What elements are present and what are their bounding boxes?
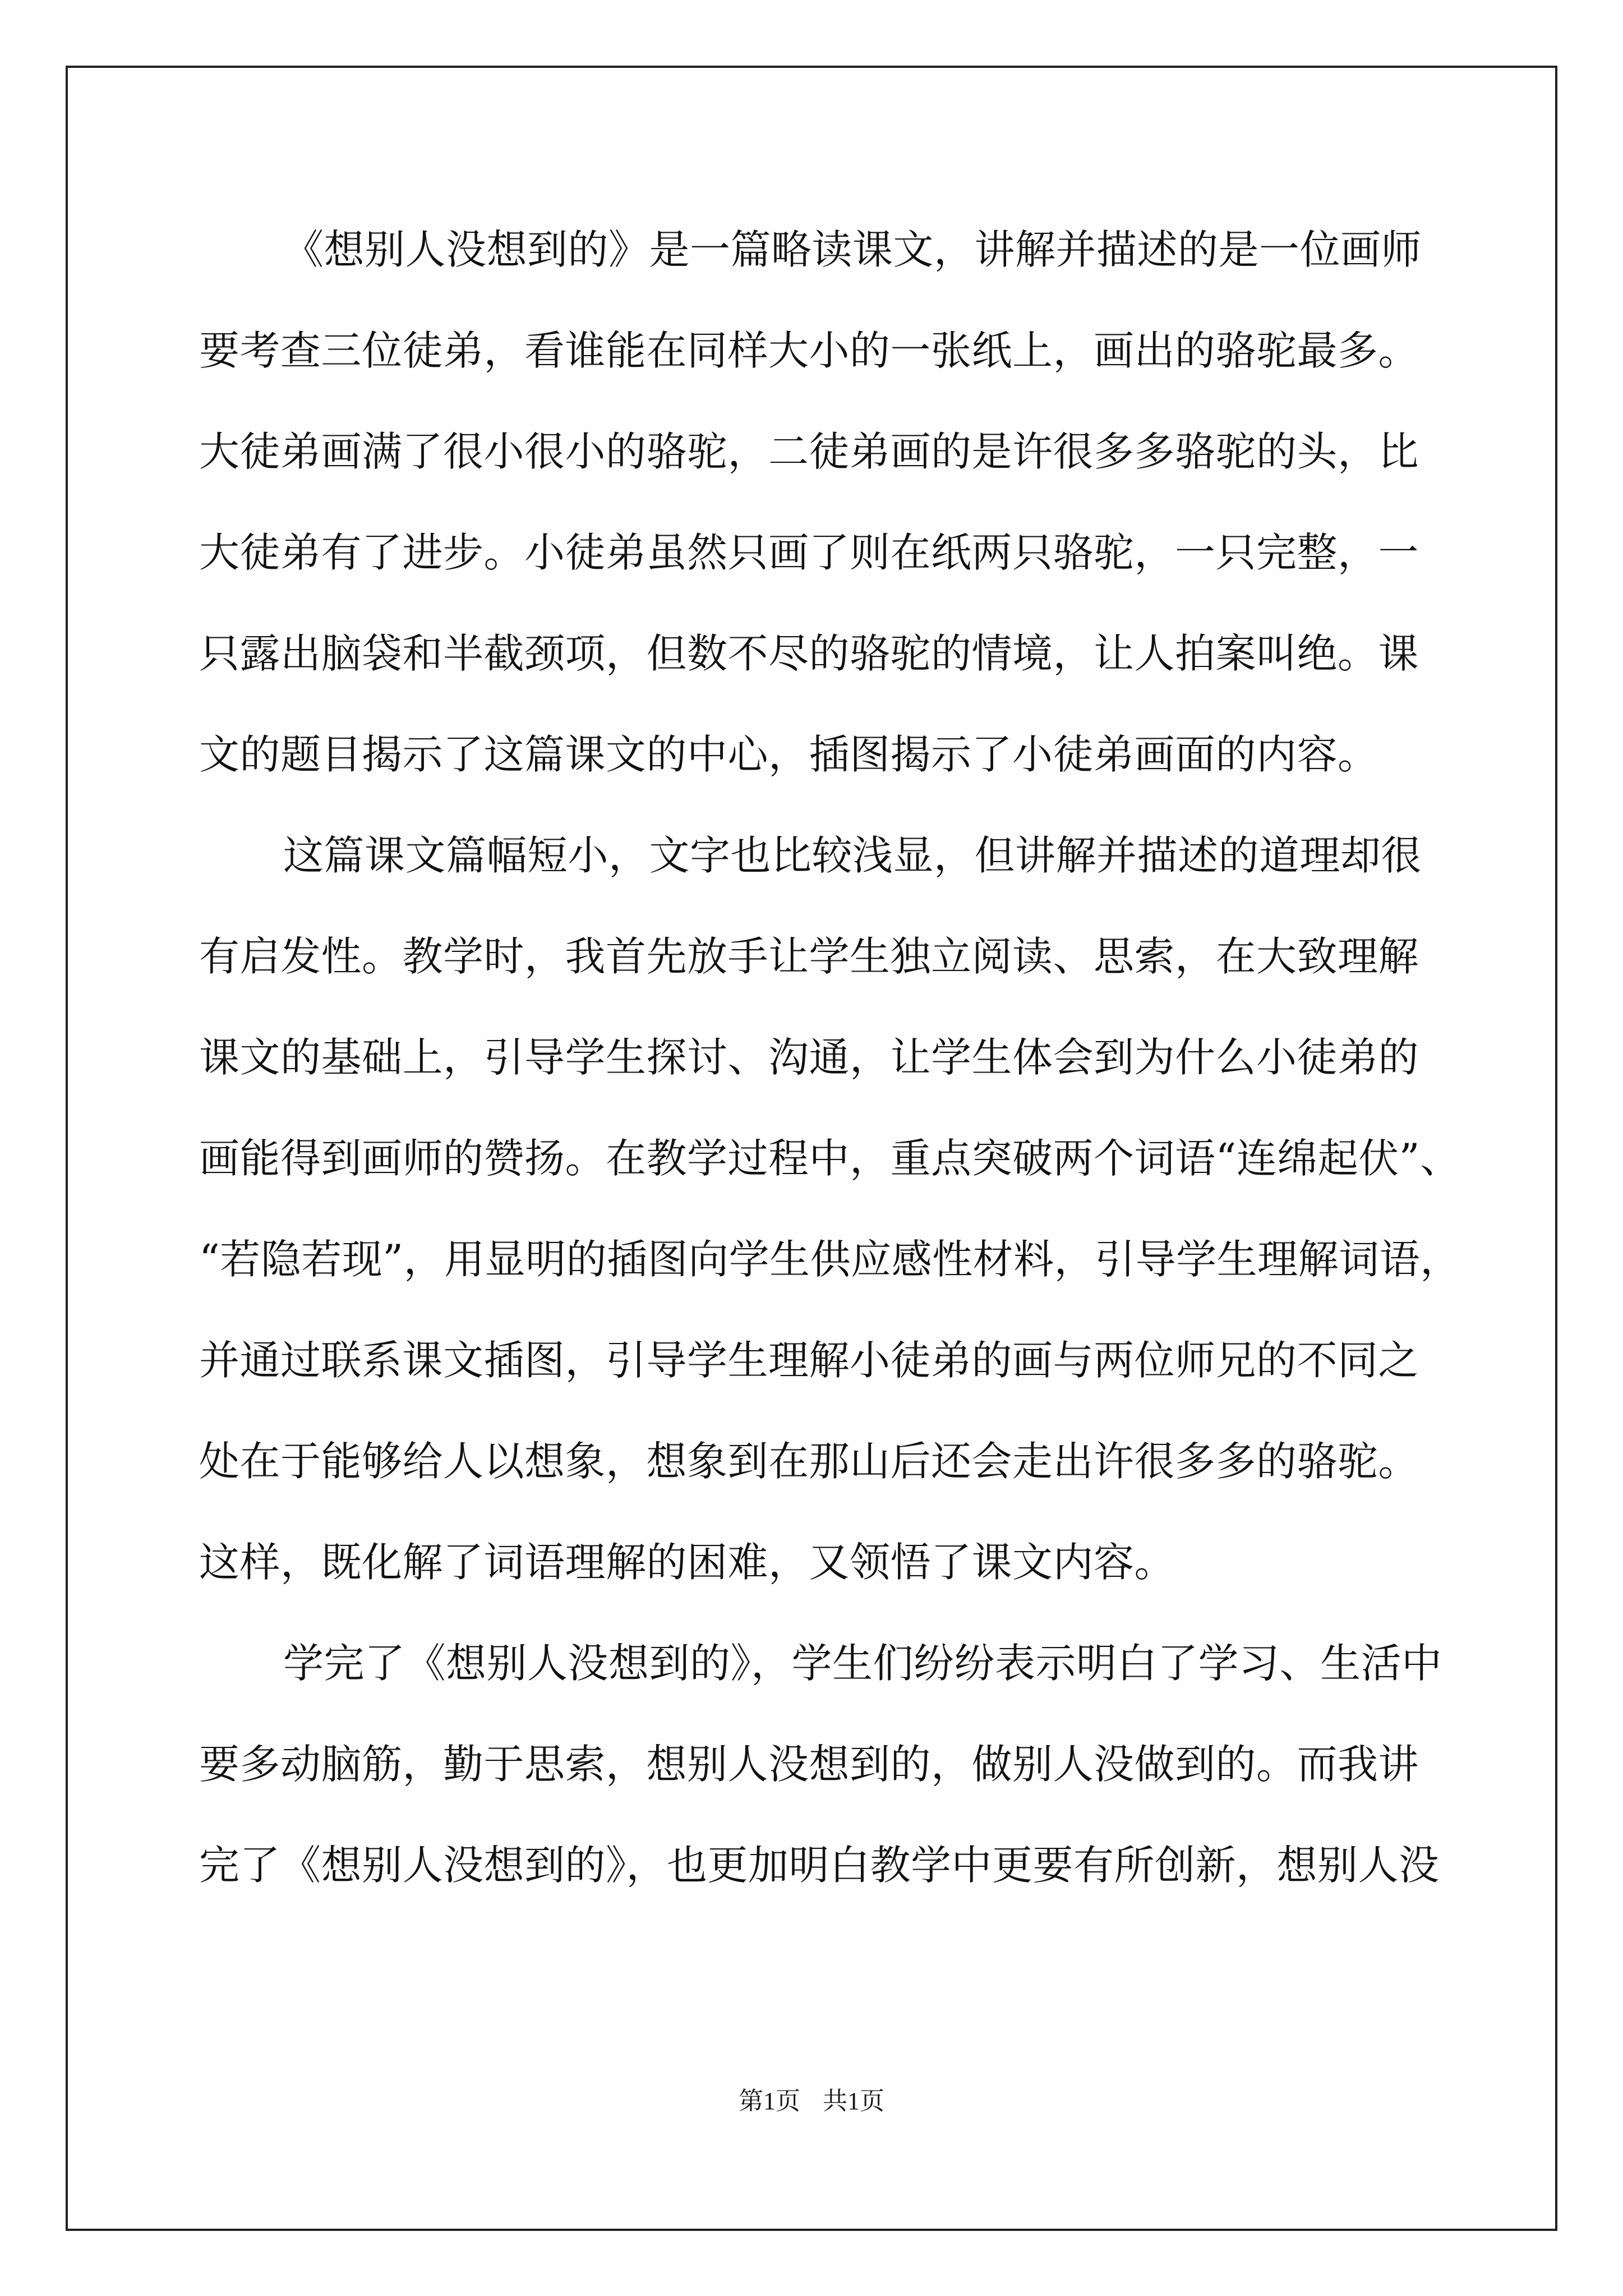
page-total: 共1页 bbox=[823, 2087, 884, 2115]
text-line: 《想别人没想到的》是一篇略读课文，讲解并描述的是一位画师 bbox=[283, 226, 1422, 273]
text-line: 要多动脑筋，勤于思索，想别人没想到的，做别人没做到的。而我讲 bbox=[199, 1741, 1419, 1788]
text-line: 大徒弟画满了很小很小的骆驼，二徒弟画的是许很多多骆驼的头，比 bbox=[199, 428, 1419, 475]
page-footer bbox=[0, 2085, 1623, 2118]
text-line: “若隐若现”，用显明的插图向学生供应感性材料，引导学生理解词语， bbox=[199, 1236, 1461, 1283]
text-line: 画能得到画师的赞扬。在教学过程中，重点突破两个词语“连绵起伏”、 bbox=[199, 1135, 1461, 1182]
text-line: 学完了《想别人没想到的》，学生们纷纷表示明白了学习、生活中 bbox=[283, 1640, 1442, 1687]
text-line: 有启发性。教学时，我首先放手让学生独立阅读、思索，在大致理解 bbox=[199, 933, 1419, 980]
text-line: 这样，既化解了词语理解的困难，又领悟了课文内容。 bbox=[199, 1539, 1175, 1586]
text-line: 要考查三位徒弟，看谁能在同样大小的一张纸上，画出的骆驼最多。 bbox=[199, 327, 1419, 374]
text-line: 并通过联系课文插图，引导学生理解小徒弟的画与两位师兄的不同之 bbox=[199, 1337, 1419, 1384]
text-line: 课文的基础上，引导学生探讨、沟通，让学生体会到为什么小徒弟的 bbox=[199, 1034, 1419, 1081]
text-line: 大徒弟有了进步。小徒弟虽然只画了则在纸两只骆驼，一只完整，一 bbox=[199, 529, 1419, 576]
text-line: 完了《想别人没想到的》，也更加明白教学中更要有所创新，想别人没 bbox=[199, 1842, 1440, 1889]
text-line: 只露出脑袋和半截颈项，但数不尽的骆驼的情境，让人拍案叫绝。课 bbox=[199, 630, 1419, 677]
page-number: 第1页 bbox=[739, 2087, 800, 2115]
document-body bbox=[199, 219, 1461, 1935]
text-line: 文的题目揭示了这篇课文的中心，插图揭示了小徒弟画面的内容。 bbox=[199, 731, 1378, 778]
text-line: 这篇课文篇幅短小，文字也比较浅显，但讲解并描述的道理却很 bbox=[283, 832, 1422, 879]
text-line: 处在于能够给人以想象，想象到在那山后还会走出许很多多的骆驼。 bbox=[199, 1438, 1419, 1485]
